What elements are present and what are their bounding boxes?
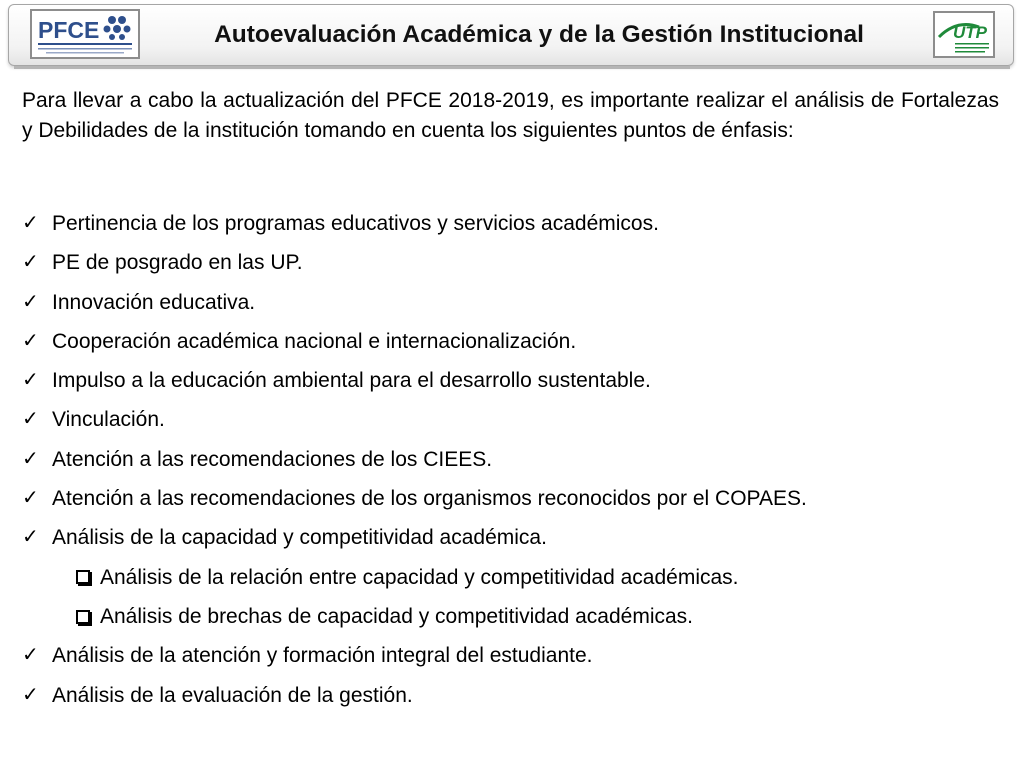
check-icon: ✓: [22, 329, 39, 352]
list-item: [22, 636, 1002, 675]
check-icon: ✓: [22, 447, 39, 470]
list-item-text: Impulso a la educación ambiental para el desarrollo sustentable.: [52, 369, 651, 393]
list-item-text: Atención a las recomendaciones de los organismos reconocidos por el COPAES.: [52, 487, 807, 511]
check-icon: ✓: [22, 251, 39, 274]
intro-paragraph: Para llevar a cabo la actualización del PFCE 2018-2019, es importante realizar el análisis de Fortalezas y Debilidades de la institución tomando en cuenta los siguientes puntos de énfasis:: [22, 89, 999, 142]
list-item-text: Pertinencia de los programas educativos y servicios académicos.: [52, 212, 659, 235]
list-item: [22, 440, 1002, 479]
list-item-text: Análisis de brechas de capacidad y competitividad académicas.: [100, 604, 693, 628]
list-item: [22, 676, 1002, 715]
list-item-text: Análisis de la capacidad y competitividad académica.: [52, 526, 547, 550]
pfce-logo: [30, 9, 140, 59]
list-item-text: Análisis de la atención y formación integral del estudiante.: [52, 644, 593, 668]
list-item: [22, 479, 1002, 518]
list-item-text: PE de posgrado en las UP.: [52, 251, 303, 275]
checkbox-icon: [76, 610, 90, 624]
utp-logo-text: UTP: [953, 23, 987, 42]
list-item: [22, 283, 1002, 322]
check-icon: ✓: [22, 526, 39, 549]
check-icon: ✓: [22, 212, 39, 234]
list-item: [22, 243, 1002, 282]
list-item: [22, 322, 1002, 361]
check-icon: ✓: [22, 644, 39, 667]
pfce-logo-text: PFCE: [38, 17, 100, 43]
list-item-text: Vinculación.: [52, 408, 165, 432]
list-item: [22, 204, 1002, 243]
page-title: Autoevaluación Académica y de la Gestión Institucional: [214, 21, 864, 48]
check-icon: ✓: [22, 290, 39, 313]
check-icon: ✓: [22, 683, 39, 706]
emphasis-points-list: [22, 204, 1002, 715]
list-item-text: Innovación educativa.: [52, 290, 256, 314]
list-item-text: Cooperación académica nacional e internacionalización.: [52, 329, 577, 353]
list-item: [22, 518, 1002, 557]
list-item: [22, 361, 1002, 400]
header-divider: [14, 66, 1010, 69]
list-item-text: Análisis de la relación entre capacidad y competitividad académicas.: [100, 565, 739, 589]
list-item: [22, 400, 1002, 439]
list-item: [22, 597, 1002, 636]
check-icon: ✓: [22, 408, 39, 431]
list-item-text: Atención a las recomendaciones de los CIEES.: [52, 447, 493, 471]
list-item-text: Análisis de la evaluación de la gestión.: [52, 683, 413, 707]
utp-logo: [933, 11, 995, 58]
check-icon: ✓: [22, 369, 39, 392]
list-item: [22, 558, 1002, 597]
check-icon: ✓: [22, 487, 39, 510]
checkbox-icon: [76, 570, 90, 584]
